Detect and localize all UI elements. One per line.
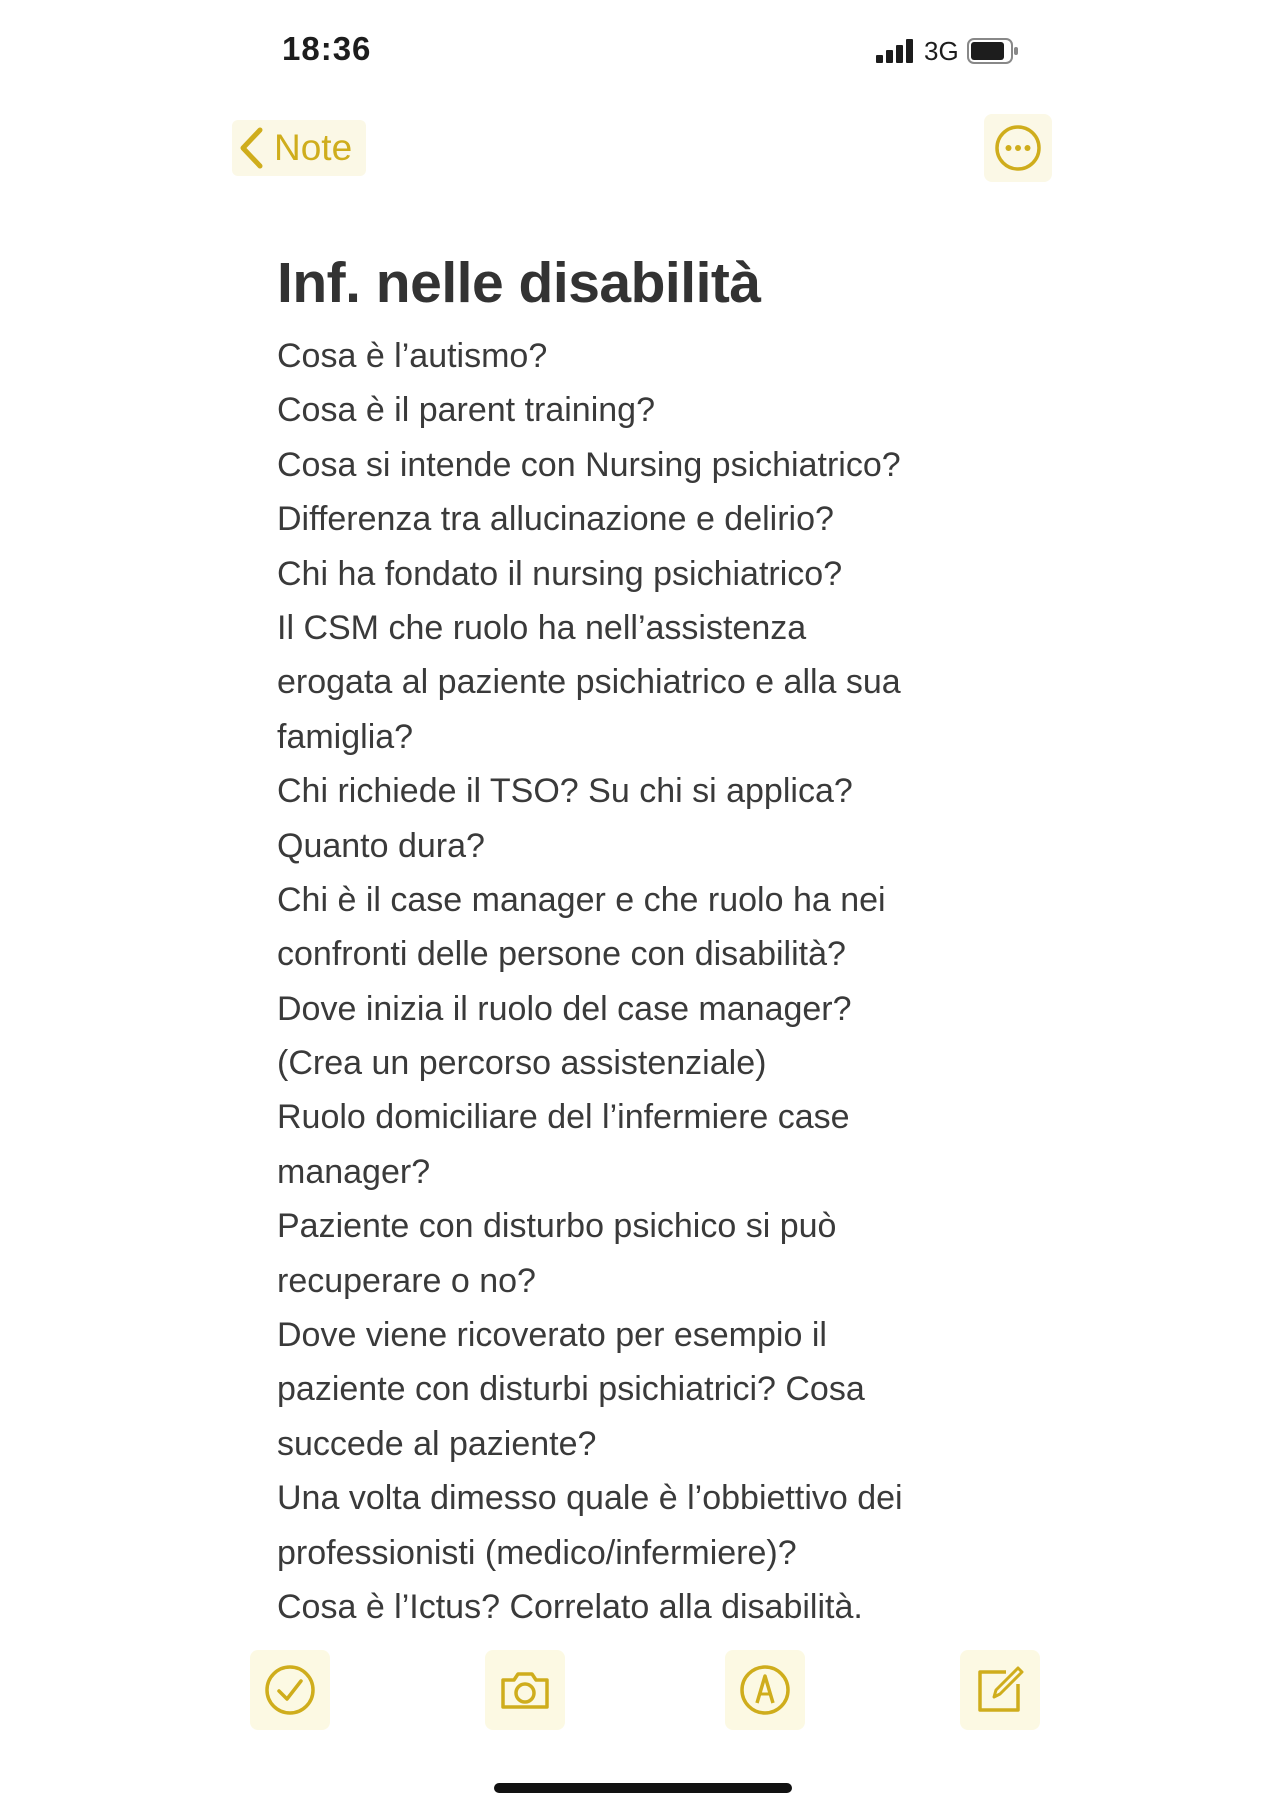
status-indicators [876,36,1019,66]
status-time: 18:36 [282,30,372,67]
note-line: Dove viene ricoverato per esempio il [277,1316,827,1355]
note-title[interactable]: Inf. nelle disabilità [277,251,761,315]
back-button[interactable] [232,120,366,176]
note-line: recuperare o no? [277,1261,536,1300]
note-line: confronti delle persone con disabilità? [277,935,846,974]
note-line: professionisti (medico/infermiere)? [277,1533,797,1572]
note-line: Dove inizia il ruolo del case manager? [277,989,852,1028]
note-line: Chi richiede il TSO? Su chi si applica? [277,772,853,811]
note-line: Chi è il case manager e che ruolo ha nei [277,880,886,919]
home-indicator[interactable] [494,1783,792,1793]
ellipsis-circle-icon [994,124,1042,172]
note-body[interactable] [277,329,1037,1634]
battery-icon [967,38,1019,64]
note-line: manager? [277,1152,431,1191]
checklist-icon [262,1662,318,1718]
note-line: (Crea un percorso assistenziale) [277,1044,767,1083]
compose-icon [972,1662,1028,1718]
bottom-toolbar [250,1650,1040,1740]
status-bar [0,0,1280,100]
note-line: succede al paziente? [277,1424,597,1463]
camera-icon [497,1662,553,1718]
note-line: Chi ha fondato il nursing psichiatrico? [277,554,843,593]
note-line: paziente con disturbi psichiatrici? Cosa [277,1370,865,1409]
note-line: erogata al paziente psichiatrico e alla sua [277,663,901,702]
note-line: Cosa si intende con Nursing psichiatrico? [277,445,901,484]
note-line: Cosa è il parent training? [277,391,656,430]
note-line: Cosa è l’Ictus? Correlato alla disabilità. [277,1587,863,1626]
note-line: famiglia? [277,717,414,756]
checklist-button[interactable] [250,1650,330,1730]
signal-bars-icon [876,39,916,63]
note-line: Ruolo domiciliare del l’infermiere case [277,1098,850,1137]
markup-button[interactable] [725,1650,805,1730]
markup-pen-icon [737,1662,793,1718]
note-line: Il CSM che ruolo ha nell’assistenza [277,608,807,647]
chevron-left-icon [238,126,264,170]
note-line: Quanto dura? [277,826,485,865]
note-line: Paziente con disturbo psichico si può [277,1207,837,1246]
note-line: Differenza tra allucinazione e delirio? [277,500,834,539]
back-label: Note [274,127,353,168]
network-type: 3G [924,35,959,66]
navigation-bar [222,112,1052,182]
note-line: Cosa è l’autismo? [277,337,548,375]
more-options-button[interactable] [984,114,1052,182]
note-line: Una volta dimesso quale è l’obbiettivo dei [277,1479,903,1518]
compose-button[interactable] [960,1650,1040,1730]
camera-button[interactable] [485,1650,565,1730]
